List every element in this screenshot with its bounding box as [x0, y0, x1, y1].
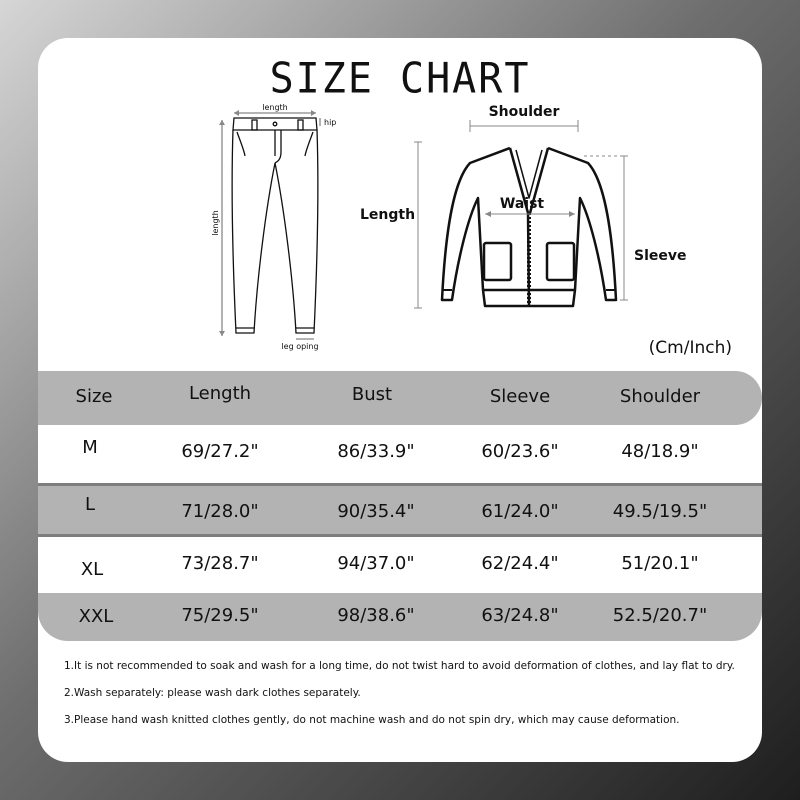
cardigan-waist-label: Waist [499, 196, 545, 212]
care-note-1: 1.It is not recommended to soak and wash for a long time, do not twist hard to avoid deformation of clothes, and lay flat to dry. [64, 660, 735, 672]
care-notes [64, 660, 754, 741]
table-row [38, 539, 762, 591]
cell-sleeve: 61/24.0" [481, 500, 559, 522]
cell-sleeve: 63/24.8" [481, 604, 559, 626]
cardigan-dimension-lines [414, 120, 628, 308]
cell-sleeve: 62/24.4" [481, 552, 559, 574]
header-shoulder: Shoulder [619, 385, 701, 407]
table-row [38, 593, 762, 641]
page-title: SIZE CHART [269, 54, 531, 104]
care-note-2: 2.Wash separately: please wash dark clothes separately. [64, 687, 361, 699]
cell-shoulder: 48/18.9" [621, 440, 699, 462]
cardigan-illustration [442, 148, 616, 306]
cardigan-sleeve-label: Sleeve [634, 248, 687, 264]
pants-length-top-label: length [262, 103, 288, 112]
pants-leg-opening-label: leg oping [281, 342, 319, 351]
cell-bust: 94/37.0" [337, 552, 415, 574]
cell-sleeve: 60/23.6" [481, 440, 559, 462]
unit-label: (Cm/Inch) [648, 338, 732, 358]
cell-length: 69/27.2" [181, 440, 259, 462]
header-sleeve: Sleeve [489, 385, 551, 407]
cell-shoulder: 49.5/19.5" [612, 500, 708, 522]
cell-size: M [82, 437, 98, 458]
cell-bust: 98/38.6" [337, 604, 415, 626]
cell-length: 71/28.0" [181, 500, 259, 522]
cardigan-length-label: Length [360, 207, 416, 223]
header-length: Length [188, 383, 252, 404]
cell-bust: 86/33.9" [337, 440, 415, 462]
size-chart-card [38, 38, 762, 762]
table-row [38, 425, 762, 481]
garment-illustrations [38, 38, 762, 368]
cell-bust: 90/35.4" [337, 500, 415, 522]
cell-length: 73/28.7" [181, 552, 259, 574]
cell-shoulder: 51/20.1" [621, 552, 699, 574]
cardigan-shoulder-label: Shoulder [488, 104, 560, 120]
header-bust: Bust [351, 384, 393, 405]
cell-size: XL [80, 559, 104, 580]
cell-length: 75/29.5" [181, 604, 259, 626]
cell-size: L [84, 494, 96, 515]
table-row [38, 483, 762, 537]
care-note-3: 3.Please hand wash knitted clothes gently, do not machine wash and do not spin dry, which may cause deformation. [64, 714, 680, 726]
pants-hip-label: hip [324, 118, 337, 127]
cell-shoulder: 52.5/20.7" [612, 604, 708, 626]
size-table [38, 371, 762, 643]
cell-size: XXL [78, 606, 114, 627]
table-header-row [38, 371, 762, 425]
pants-illustration [219, 110, 320, 339]
pants-length-side-label: length [211, 210, 220, 236]
header-size: Size [75, 385, 113, 407]
